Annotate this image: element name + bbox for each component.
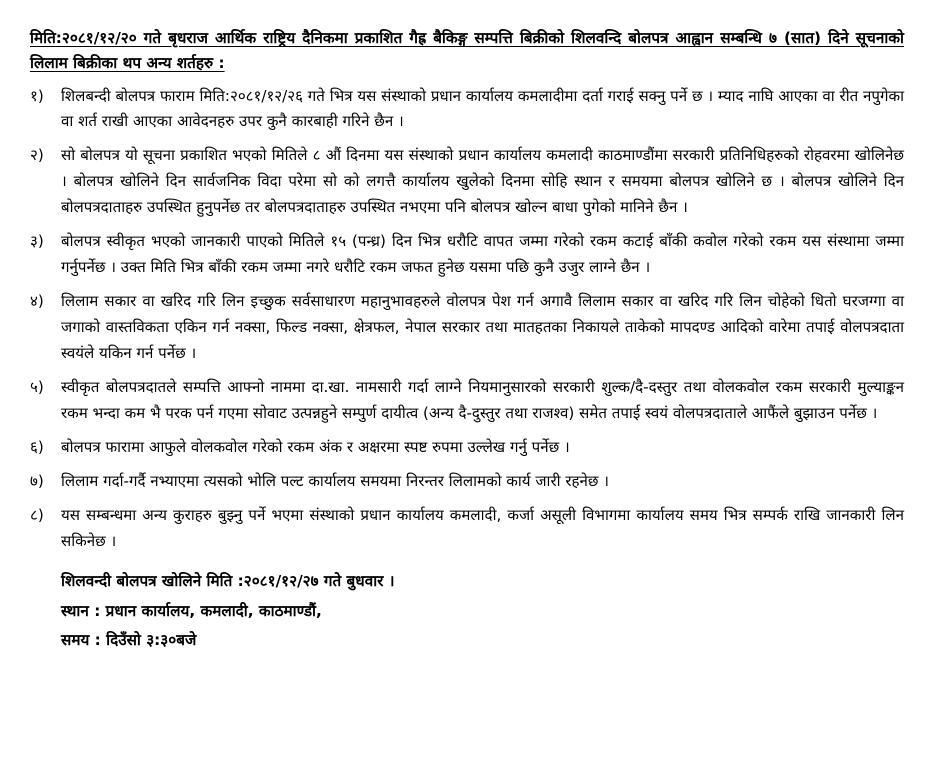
page-title: मिति:२०८१/१२/२० गते बृधराज आर्थिक राष्ट्रिय दैनिकमा प्रकाशित गैह्र बैकिङ्ग सम्पत्ति बिक्रीको शिलवन्दि बोलपत्र आह्वान सम्बन्धि ७ (सात) दिने सूचनाको लिलाम बिक्रीका थप अन्य शर्तहरु : [30, 29, 904, 72]
clause-number: १) [30, 86, 44, 105]
clause-number: ५) [30, 378, 44, 397]
list-item [30, 229, 904, 281]
clause-number: २) [30, 146, 44, 165]
clause-text: स्वीकृत बोलपत्रदातले सम्पत्ति आफ्नो नाममा दा.खा. नामसारी गर्दा लाग्ने नियमानुसारको सरकारी शुल्क/दै-दस्तुर तथा वोलकवोल रकम सरकारी मुल्याङ्कन रकम भन्दा कम भै परक पर्न गएमा सोवाट उत्पन्नहुने सम्पुर्ण दायीत्व (अन्य दै-दुस्तुर तथा राजश्व) समेत तपाई स्वयं वोलपत्रदाताले आफैंले बुझाउन पर्नेछ । [61, 378, 904, 423]
list-item [30, 503, 904, 555]
clause-text: लिलाम गर्दा-गर्दै नभ्याएमा त्यसको भोलि पल्ट कार्यालय समयमा निरन्तर लिलामको कार्य जारी रहनेछ । [61, 471, 610, 490]
list-item [30, 375, 904, 427]
clause-text: बोलपत्र फारामा आफुले वोलकवोल गरेको रकम अंक र अक्षरमा स्पष्ट रुपमा उल्लेख गर्नु पर्नेछ । [61, 437, 570, 456]
clause-text: बोलपत्र स्वीकृत भएको जानकारी पाएको मितिले १५ (पन्ध्र) दिन भित्र धरौटि वापत जम्मा गरेको रकम कटाई बाँकी कवोल गरेको रकम यस संस्थामा जम्मा गर्नुपर्नेछ । उक्त मिति भित्र बाँकी रकम जम्मा नगरे धरौटि रकम जफत हुनेछ यसमा पछि कुनै उजुर लाग्ने छैन । [61, 232, 904, 277]
footer-details [30, 567, 904, 656]
clause-number: ६) [30, 437, 44, 456]
bid-opening-date: शिलवन्दी बोलपत्र खोलिने मिति :२०८१/१२/२७ गते बुधवार । [61, 571, 395, 590]
clause-number: ७) [30, 471, 44, 490]
list-item [30, 435, 904, 461]
list-item [30, 469, 904, 495]
clause-text: सो बोलपत्र यो सूचना प्रकाशित भएको मितिले ८ औं दिनमा यस संस्थाको प्रधान कार्यालय कमलादी काठमाण्डौंमा सरकारी प्रतिनिधिहरुको रोहवरमा खोलिनेछ । बोलपत्र खोलिने दिन सार्वजनिक विदा परेमा सो को लगत्तै कार्यालय खुलेको दिनमा सोहि स्थान र समयमा बोलपत्र खोलिने छ । बोलपत्र खोलिने दिन बोलपत्रदाताहरु उपस्थित हुनुपर्नेछ तर बोलपत्रदाताहरु उपस्थित नभएमा पनि बोलपत्र खोल्न बाधा पुगेको मानिने छैन । [61, 146, 904, 217]
clause-list [30, 84, 904, 555]
clause-text: लिलाम सकार वा खरिद गरि लिन इच्छुक सर्वसाधारण महानुभावहरुले वोलपत्र पेश गर्न अगावै लिलाम सकार वा खरिद गरि लिन चोहेको धितो घरजग्गा वा जगाको वास्तविकता एकिन गर्न नक्सा, फिल्ड नक्सा, क्षेत्रफल, नेपाल सरकार तथा मातहतका निकायले ताकेको मापदण्ड आदिको वारेमा तपाई वोलपत्रदाता स्वयंले यकिन गर्न पर्नेछ । [61, 292, 904, 363]
clause-text: शिलबन्दी बोलपत्र फाराम मिति:२०८१/१२/२६ गते भित्र यस संस्थाको प्रधान कार्यालय कमलादीमा दर्ता गराई सक्नु पर्ने छ । म्याद नाघि आएका वा रीत नपुगेका वा शर्त राखी आएका आवेदनहरु उपर कुनै कारबाही गरिने छैन । [61, 86, 904, 131]
clause-text: यस सम्बन्धमा अन्य कुराहरु बुझ्नु पर्ने भएमा संस्थाको प्रधान कार्यालय कमलादी, कर्जा असूली विभागमा कार्यालय समय भित्र सम्पर्क राखि जानकारी लिन सकिनेछ । [61, 505, 904, 550]
clause-number: ४) [30, 292, 44, 311]
list-item [30, 289, 904, 367]
clause-number: ३) [30, 232, 44, 251]
bid-opening-venue: स्थान : प्रधान कार्यालय, कमलादी, काठमाण्डौं, [61, 601, 322, 620]
list-item [30, 84, 904, 136]
list-item [30, 143, 904, 221]
bid-opening-time: समय : दिउँसो ३:३०बजे [61, 631, 197, 650]
clause-number: ८) [30, 505, 44, 524]
